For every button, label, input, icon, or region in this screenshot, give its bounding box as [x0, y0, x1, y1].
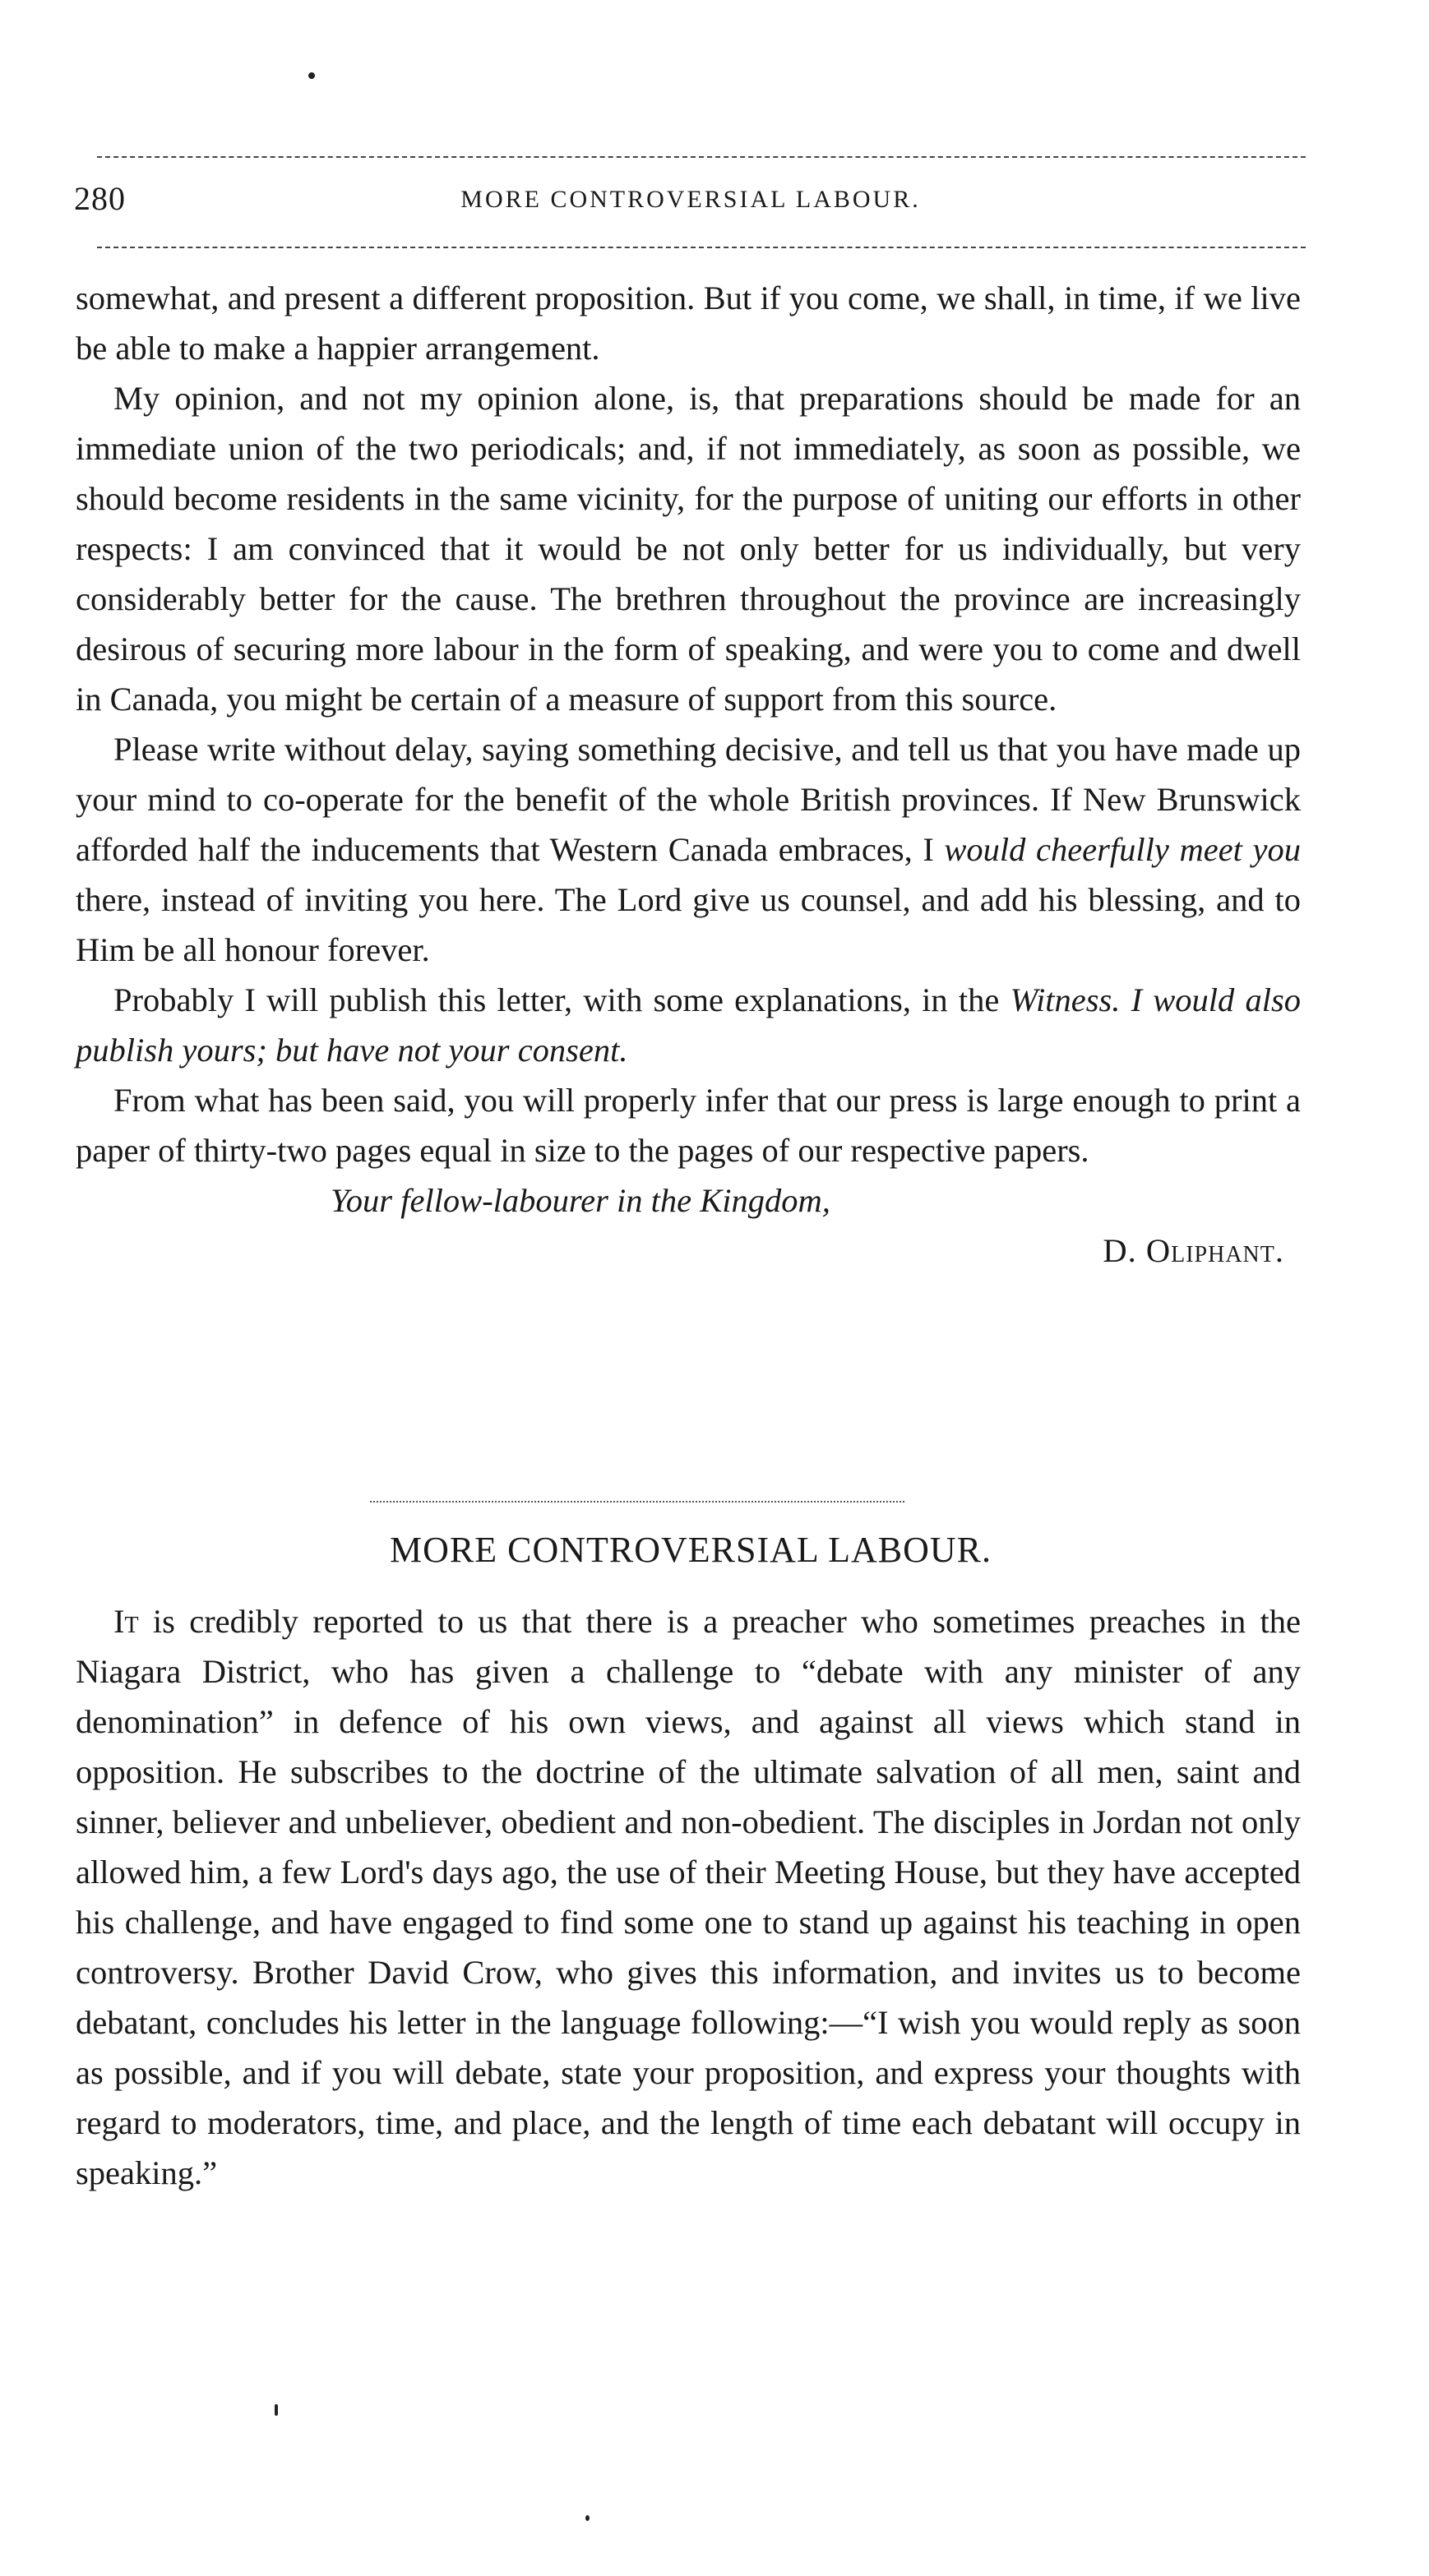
article-paragraph	[76, 1596, 1301, 2198]
letter-text	[76, 273, 1301, 1276]
stray-ink-mark	[585, 2515, 590, 2521]
letter-signature: D. Oliphant.	[1103, 1232, 1284, 1269]
stray-ink-mark	[308, 72, 315, 79]
letter-paragraph-4-start: Probably I will publish this letter, with some explanations, in the	[113, 981, 1010, 1018]
letter-paragraph-4	[76, 975, 1301, 1075]
article-lead-word: It	[113, 1603, 139, 1640]
letter-paragraph-3	[76, 724, 1301, 975]
letter-paragraph-3-start: Please write without delay, saying something decisive, and tell us that you have made up your mind to co-operate for the benefit of the whole British provinces. If New Brunswick afforded half the inducements that Western Canada embraces, I	[76, 731, 1301, 868]
letter-paragraph-3-end: there, instead of inviting you here. The Lord give us counsel, and add his blessing, and to Him be all honour forever.	[76, 881, 1301, 968]
letter-paragraph-1: somewhat, and present a different proposition. But if you come, we shall, in time, if we live be able to make a happier arrangement.	[76, 279, 1301, 367]
letter-paragraph-2: My opinion, and not my opinion alone, is, that preparations should be made for an immediate union of the two periodicals; and, if not immediately, as soon as possible, we should become residents in the same vicinity, for the purpose of uniting our efforts in other respects: I am convinced that it would be not only better for us individually, but very considerably better for the cause. The brethren throughout the province are increasingly desirous of securing more labour in the form of speaking, and were you to come and dwell in Canada, you might be certain of a measure of support from this source.	[76, 380, 1301, 718]
letter-closing: Your fellow-labourer in the Kingdom,	[331, 1182, 830, 1219]
header-bottom-rule	[97, 247, 1306, 248]
page-number: 280	[74, 180, 126, 217]
article-title: MORE CONTROVERSIAL LABOUR.	[389, 1530, 992, 1570]
witness-publication-title: Witness.	[1010, 981, 1121, 1018]
header-top-rule	[97, 156, 1306, 158]
section-divider	[370, 1501, 904, 1503]
stray-ink-mark	[275, 2404, 278, 2416]
article-body: is credibly reported to us that there is a preacher who sometimes preaches in the Niagara District, who has given a challenge to “debate with any minister of any denomination” in defence of his own views, and against all views which stand in opposition. He subscribes to the doctrine of the ultimate salvation of all men, saint and sinner, believer and unbeliever, obedient and non-obedient. The disciples in Jordan not only allowed him, a few Lord's days ago, the use of their Meeting House, but they have accepted his challenge, and have engaged to find some one to stand up against his teaching in open controversy. Brother David Crow, who gives this information, and invites us to become debatant, concludes his letter in the language following:—“I wish you would reply as soon as possible, and if you will debate, state your proposition, and express your thoughts with regard to moderators, time, and place, and the length of time each debatant will occupy in speaking.”	[76, 1603, 1301, 2191]
running-title: MORE CONTROVERSIAL LABOUR.	[460, 186, 921, 213]
letter-paragraph-4-italic: I would also publish yours; but have not your consent.	[76, 981, 1301, 1069]
letter-paragraph-5: From what has been said, you will properly infer that our press is large enough to print a paper of thirty-two pages equal in size to the pages of our respective papers.	[76, 1082, 1301, 1169]
page-header	[74, 179, 1307, 229]
letter-paragraph-3-italic: would cheerfully meet you	[944, 831, 1301, 868]
article-text	[76, 1596, 1301, 2198]
